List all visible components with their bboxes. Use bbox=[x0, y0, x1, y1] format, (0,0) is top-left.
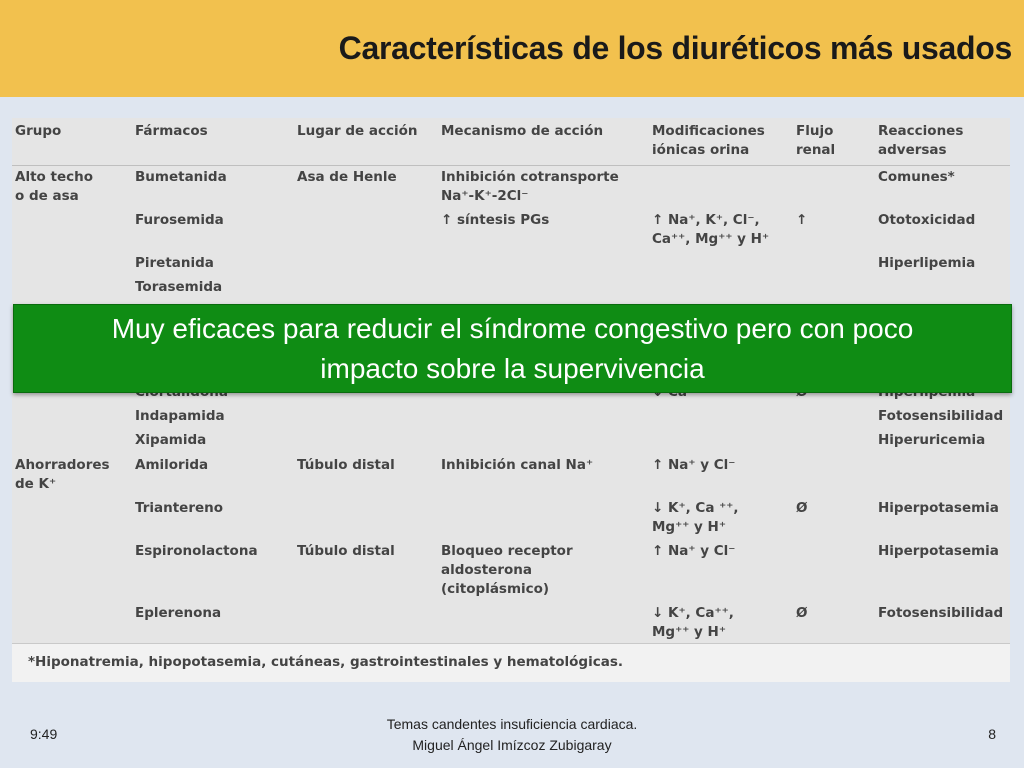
row-reaccion: Ototoxicidad bbox=[878, 212, 976, 228]
row-flujo: Ø bbox=[796, 500, 808, 516]
slide-title: Características de los diuréticos más usados bbox=[338, 30, 1012, 66]
row-farmaco: Bumetanida bbox=[135, 169, 227, 185]
row-farmaco: Triantereno bbox=[135, 500, 224, 516]
row-grupo-ahorradores: Ahorradores de K⁺ bbox=[15, 457, 110, 492]
row-modificaciones: ↓ K⁺, Ca ⁺⁺, Mg⁺⁺ y H⁺ bbox=[652, 500, 739, 535]
row-reaccion: Fotosensibilidad bbox=[878, 408, 1004, 424]
row-modificaciones: ↑ Na⁺ y Cl⁻ bbox=[652, 457, 736, 473]
row-reaccion: Comunes* bbox=[878, 169, 955, 185]
table-footnote-row bbox=[12, 643, 1010, 682]
row-mecanismo: ↑ síntesis PGs bbox=[441, 212, 550, 228]
row-farmaco: Torasemida bbox=[135, 279, 223, 295]
row-lugar: Túbulo distal bbox=[297, 457, 395, 473]
footer-caption-line-2: Miguel Ángel Imízcoz Zubigaray bbox=[412, 737, 612, 753]
row-modificaciones: ↑ Na⁺, K⁺, Cl⁻, Ca⁺⁺, Mg⁺⁺ y H⁺ bbox=[652, 212, 770, 247]
row-flujo: ↑ bbox=[796, 212, 808, 228]
header-flujo: Flujo renal bbox=[796, 123, 836, 158]
footer-caption-line-1: Temas candentes insuficiencia cardiaca. bbox=[386, 716, 638, 732]
row-reaccion: Hiperlipemia bbox=[878, 255, 976, 271]
row-mecanismo: Bloqueo receptor aldosterona (citoplásmico) bbox=[441, 543, 573, 597]
banner-line-2: impacto sobre la supervivencia bbox=[320, 352, 705, 384]
row-farmaco: Piretanida bbox=[135, 255, 214, 271]
row-modificaciones: ↓ K⁺, Ca⁺⁺, Mg⁺⁺ y H⁺ bbox=[652, 605, 734, 640]
title-bar bbox=[0, 0, 1024, 97]
row-mecanismo: Inhibición canal Na⁺ bbox=[441, 457, 594, 473]
table-footnote: *Hiponatremia, hipopotasemia, cutáneas, gastrointestinales y hematológicas. bbox=[28, 654, 624, 670]
row-modificaciones: ↑ Na⁺ y Cl⁻ bbox=[652, 543, 736, 559]
banner-line-1: Muy eficaces para reducir el síndrome congestivo pero con poco bbox=[111, 312, 914, 344]
row-farmaco: Furosemida bbox=[135, 212, 224, 228]
highlight-banner bbox=[13, 304, 1012, 393]
row-reaccion: Hiperuricemia bbox=[878, 432, 986, 448]
header-divider bbox=[12, 165, 1010, 166]
row-lugar: Asa de Henle bbox=[297, 169, 397, 185]
header-modificaciones: Modificaciones iónicas orina bbox=[652, 123, 765, 158]
row-reaccion: Hiperpotasemia bbox=[878, 500, 999, 516]
footer-time: 9:49 bbox=[30, 726, 58, 742]
page-number: 8 bbox=[988, 726, 996, 742]
header-reacciones: Reacciones adversas bbox=[878, 123, 964, 158]
row-mecanismo-2: Na⁺-K⁺-2Cl⁻ bbox=[441, 188, 529, 204]
header-grupo: Grupo bbox=[15, 123, 62, 139]
row-lugar: Túbulo distal bbox=[297, 543, 395, 559]
row-farmaco: Amilorida bbox=[135, 457, 209, 473]
row-farmaco: Espironolactona bbox=[135, 543, 258, 559]
row-reaccion: Fotosensibilidad bbox=[878, 605, 1004, 621]
row-mecanismo: Inhibición cotransporte bbox=[441, 169, 619, 185]
header-farmacos: Fármacos bbox=[135, 123, 208, 139]
row-farmaco: Indapamida bbox=[135, 408, 225, 424]
header-lugar: Lugar de acción bbox=[297, 123, 418, 139]
row-grupo-asa: Alto techo o de asa bbox=[15, 169, 94, 204]
row-farmaco: Eplerenona bbox=[135, 605, 222, 621]
row-flujo: Ø bbox=[796, 605, 808, 621]
footer-caption bbox=[300, 714, 724, 756]
row-farmaco: Xipamida bbox=[135, 432, 207, 448]
header-mecanismo: Mecanismo de acción bbox=[441, 123, 604, 139]
row-reaccion: Hiperpotasemia bbox=[878, 543, 999, 559]
